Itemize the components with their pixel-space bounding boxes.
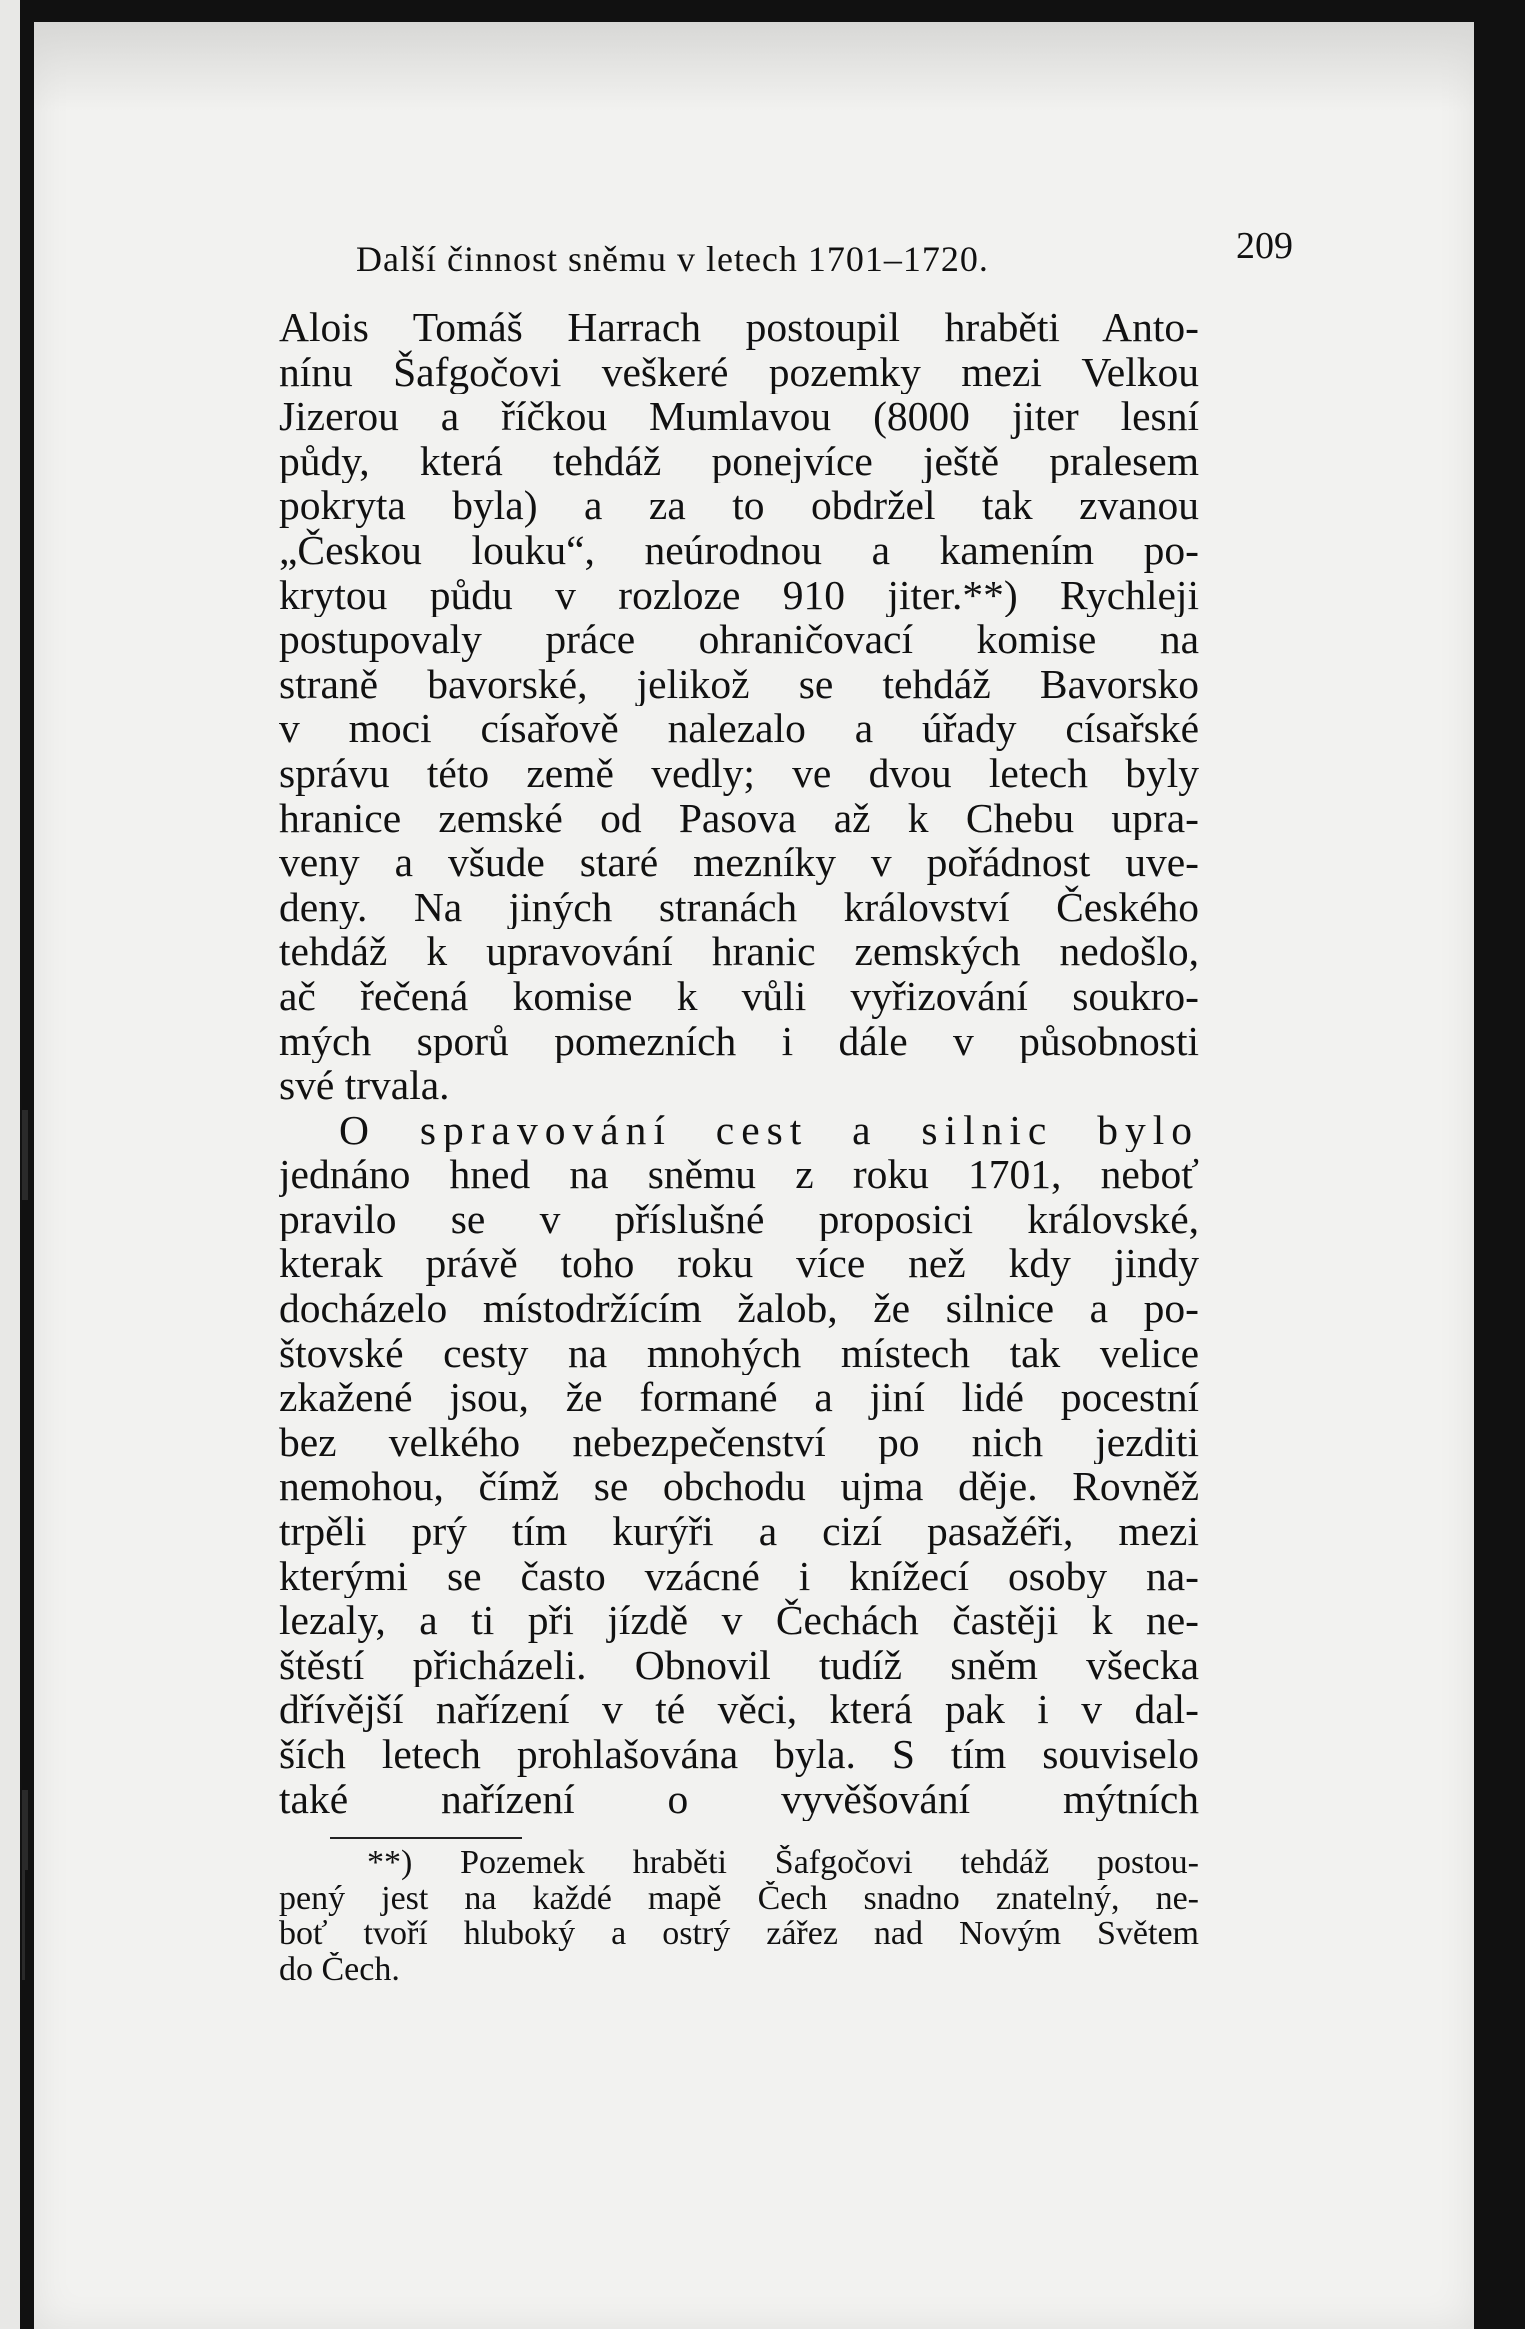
footnote-line: pený jest na každé mapě Čech snadno znatelný, ne- [279,1880,1199,1916]
text-line: štovské cesty na mnohých místech tak velice [279,1330,1199,1376]
text-line: straně bavorské, jelikož se tehdáž Bavorsko [279,661,1199,707]
text-line: docházelo místodržícím žalob, že silnice a po- [279,1286,1199,1331]
text-line: jednáno hned na sněmu z roku 1701, neboť [279,1152,1199,1197]
margin-ink-mark [22,1790,28,1870]
text-line: krytou půdu v rozloze 910 jiter.**) Rychleji [279,572,1199,618]
text-line: zkažené jsou, že formané a jiní lidé pocestní [279,1375,1199,1420]
adjacent-page-edge [0,0,20,2329]
text-line: postupovaly práce ohraničovací komise na [279,617,1199,662]
text-line: v moci císařově nalezalo a úřady císařské [279,706,1199,751]
text-line: také nařízení o vyvěšování mýtních [279,1776,1199,1822]
margin-ink-mark [22,1860,25,1980]
text-line: ších letech prohlašována byla. S tím souviselo [279,1732,1199,1777]
text-line: pravilo se v příslušné proposici královské, [279,1196,1199,1242]
footnote-divider [330,1837,522,1839]
text-line: trpěli prý tím kurýři a cizí pasažéři, mezi [279,1509,1199,1554]
text-line: nínu Šafgočovi veškeré pozemky mezi Velkou [279,349,1199,395]
text-line: mých sporů pomezních i dále v působnosti [279,1018,1199,1064]
running-title: Další činnost sněmu v letech 1701–1720. [356,239,989,279]
text-line: nemohou, čímž se obchodu ujma děje. Rovněž [279,1464,1199,1510]
text-line: štěstí přicházeli. Obnovil tudíž sněm všecka [279,1642,1199,1688]
text-line: své trvala. [279,1063,450,1108]
text-line: Alois Tomáš Harrach postoupil hraběti Anto- [279,305,1199,350]
text-line: Jizerou a říčkou Mumlavou (8000 jiter lesní [279,394,1199,439]
text-line: kterak právě toho roku více než kdy jindy [279,1241,1199,1287]
footnote-line: boť tvoří hluboký a ostrý zářez nad Novým Světem [279,1916,1199,1952]
text-line: veny a všude staré mezníky v pořádnost uve- [279,840,1199,885]
main-text [279,305,1199,1821]
text-line-paragraph-start: O spravování cest a silnic bylo [339,1107,1199,1153]
text-line: půdy, která tehdáž ponejvíce ještě pralesem [279,438,1199,484]
text-line: kterými se často vzácné i knížecí osoby na- [279,1553,1199,1599]
text-line: správu této země vedly; ve dvou letech byly [279,750,1199,796]
text-line: deny. Na jiných stranách království Českého [279,884,1199,930]
footnote-line: do Čech. [279,1951,400,1987]
text-line: ač řečená komise k vůli vyřizování soukro- [279,973,1199,1019]
text-line: dřívější nařízení v té věci, která pak i v dal- [279,1687,1199,1732]
text-line: lezaly, a ti při jízdě v Čechách častěji k ne- [279,1598,1199,1643]
text-line: hranice zemské od Pasova až k Chebu upra- [279,795,1199,841]
text-line: tehdáž k upravování hranic zemských nedošlo, [279,929,1199,974]
text-line: „Českou louku“, neúrodnou a kamením po- [279,527,1199,573]
page-number: 209 [1236,225,1293,267]
text-line: bez velkého nebezpečenství po nich jezditi [279,1419,1199,1465]
page-gutter-shadow [34,22,1474,112]
footnote-line: **) Pozemek hraběti Šafgočovi tehdáž postou- [367,1845,1199,1881]
text-line: pokryta byla) a za to obdržel tak zvanou [279,483,1199,528]
margin-ink-mark [22,1110,28,1200]
footnote [279,1845,1199,1987]
